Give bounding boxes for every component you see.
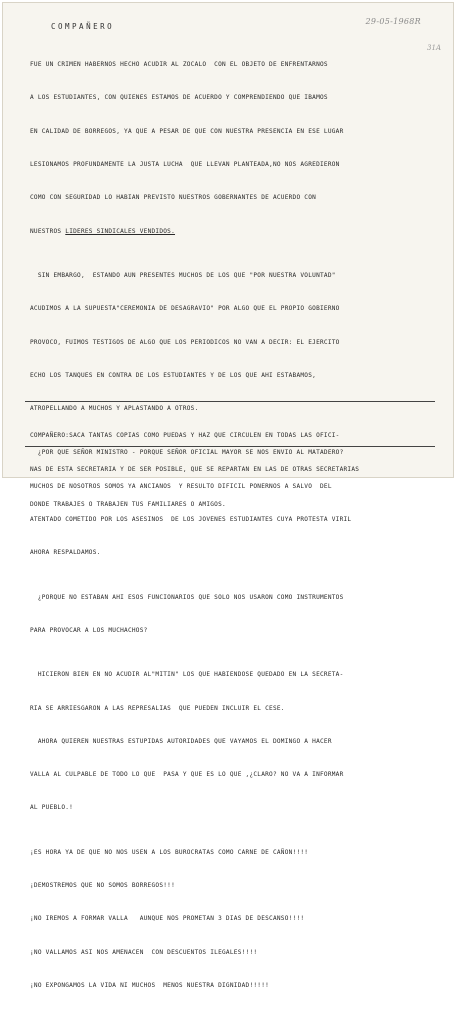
- margin-note: 31A: [427, 44, 441, 52]
- body-line: COMO CON SEGURIDAD LO HABIAN PREVISTO NUESTROS GOBERNANTES DE ACUERDO CON: [30, 194, 317, 202]
- paragraph-line: PROVOCO, FUIMOS TESTIGOS DE ALGO QUE LOS PERIODICOS NO VAN A DECIR: EL EJERCITO: [30, 338, 340, 346]
- body-line: LESIONAMOS PROFUNDAMENTE LA JUSTA LUCHA QUE LLEVAN PLANTEADA,NO NOS AGREDIERON: [30, 161, 340, 169]
- page-title: COMPAÑERO: [51, 22, 115, 31]
- paragraph-line: PARA PROVOCAR A LOS MUCHACHOS?: [30, 626, 148, 634]
- slogan-line: ¡NO VALLAMOS ASI NOS AMENACEN CON DESCUENTOS ILEGALES!!!!: [30, 948, 258, 956]
- body-line-prefix: NUESTROS: [30, 227, 66, 235]
- slogan-line: ¡DEMOSTREMOS QUE NO SOMOS BORREGOS!!!: [30, 882, 175, 890]
- slogan-line: ¡ES HORA YA DE QUE NO NOS USEN A LOS BUROCRATAS COMO CARNE DE CAÑON!!!!: [30, 848, 309, 856]
- body-line: A LOS ESTUDIANTES, CON QUIENES ESTAMOS DE ACUERDO Y COMPRENDIENDO QUE IBAMOS: [30, 94, 328, 102]
- footer-line: NAS DE ESTA SECRETARIA Y DE SER POSIBLE, QUE SE REPARTAN EN LAS DE OTRAS SECRETARIAS: [30, 466, 360, 474]
- footer-note: [30, 407, 440, 533]
- footer-top-rule: [25, 401, 435, 402]
- paragraph-line: AL PUEBLO.!: [30, 804, 74, 812]
- underlined-phrase: LIDERES SINDICALES VENDIDOS.: [65, 227, 176, 235]
- body-line: FUE UN CRIMEN HABERNOS HECHO ACUDIR AL ZOCALO CON EL OBJETO DE ENFRENTARNOS: [30, 61, 328, 69]
- paragraph-line: AHORA RESPALDAMOS.: [30, 549, 101, 557]
- paragraph-line: ¿POR QUE SEÑOR MINISTRO - PORQUE SEÑOR OFICIAL MAYOR SE NOS ENVIO AL MATADERO?: [30, 449, 344, 457]
- paragraph-line: RIA SE ARRIESGARON A LAS REPRESALIAS QUE PUEDEN INCLUIR EL CESE.: [30, 704, 285, 712]
- paragraph-line: HICIERON BIEN EN NO ACUDIR AL"MITIN" LOS QUE HABIENDOSE QUEDADO EN LA SECRETA-: [30, 671, 344, 679]
- paragraph-line: ACUDIMOS A LA SUPUESTA"CEREMONIA DE DESAGRAVIO" POR ALGO QUE EL PROPIO GOBIERNO: [30, 305, 340, 313]
- body-line: [30, 226, 440, 237]
- body-line: EN CALIDAD DE BORREGOS, YA QUE A PESAR DE QUE CON NUESTRA PRESENCIA EN ESE LUGAR: [30, 127, 344, 135]
- footer-line: COMPAÑERO:SACA TANTAS COPIAS COMO PUEDAS Y HAZ QUE CIRCULEN EN TODAS LAS OFICI-: [30, 432, 340, 440]
- leaflet-page: [2, 2, 454, 989]
- paragraph-line: VALLA AL CULPABLE DE TODO LO QUE PASA Y QUE ES LO QUE ,¿CLARO? NO VA A INFORMAR: [30, 771, 344, 779]
- footer-line: DONDE TRABAJES O TRABAJEN TUS FAMILIARES O AMIGOS.: [30, 500, 226, 508]
- footer-bottom-rule: [25, 446, 435, 447]
- paragraph-line: ATROPELLANDO A MUCHOS Y APLASTANDO A OTROS.: [30, 405, 199, 413]
- slogan-line: ¡NO IREMOS A FORMAR VALLA AUNQUE NOS PROMETAN 3 DIAS DE DESCANSO!!!!: [30, 915, 305, 923]
- paragraph-line: MUCHOS DE NOSOTROS SOMOS YA ANCIANOS Y RESULTO DIFICIL PONERNOS A SALVO DEL: [30, 482, 332, 490]
- handwritten-note: 29-05-1968R: [365, 17, 421, 26]
- paragraph-line: ECHO LOS TANQUES EN CONTRA DE LOS ESTUDIANTES Y DE LOS QUE AHI ESTABAMOS,: [30, 371, 317, 379]
- slogan-line: ¡NO EXPONGAMOS LA VIDA NI MUCHOS MENOS NUESTRA DIGNIDAD!!!!!: [30, 981, 270, 989]
- paragraph-line: AHORA QUIEREN NUESTRAS ESTUPIDAS AUTORIDADES QUE VAYAMOS EL DOMINGO A HACER: [30, 737, 332, 745]
- paragraph-line: ATENTADO COMETIDO POR LOS ASESINOS DE LOS JOVENES ESTUDIANTES CUYA PROTESTA VIRIL: [30, 516, 352, 524]
- paragraph-line: ¿PORQUE NO ESTABAN AHI ESOS FUNCIONARIOS QUE SOLO NOS USARON COMO INSTRUMENTOS: [30, 593, 344, 601]
- paragraph-line: SIN EMBARGO, ESTANDO AUN PRESENTES MUCHOS DE LOS QUE "POR NUESTRA VOLUNTAD": [30, 271, 336, 279]
